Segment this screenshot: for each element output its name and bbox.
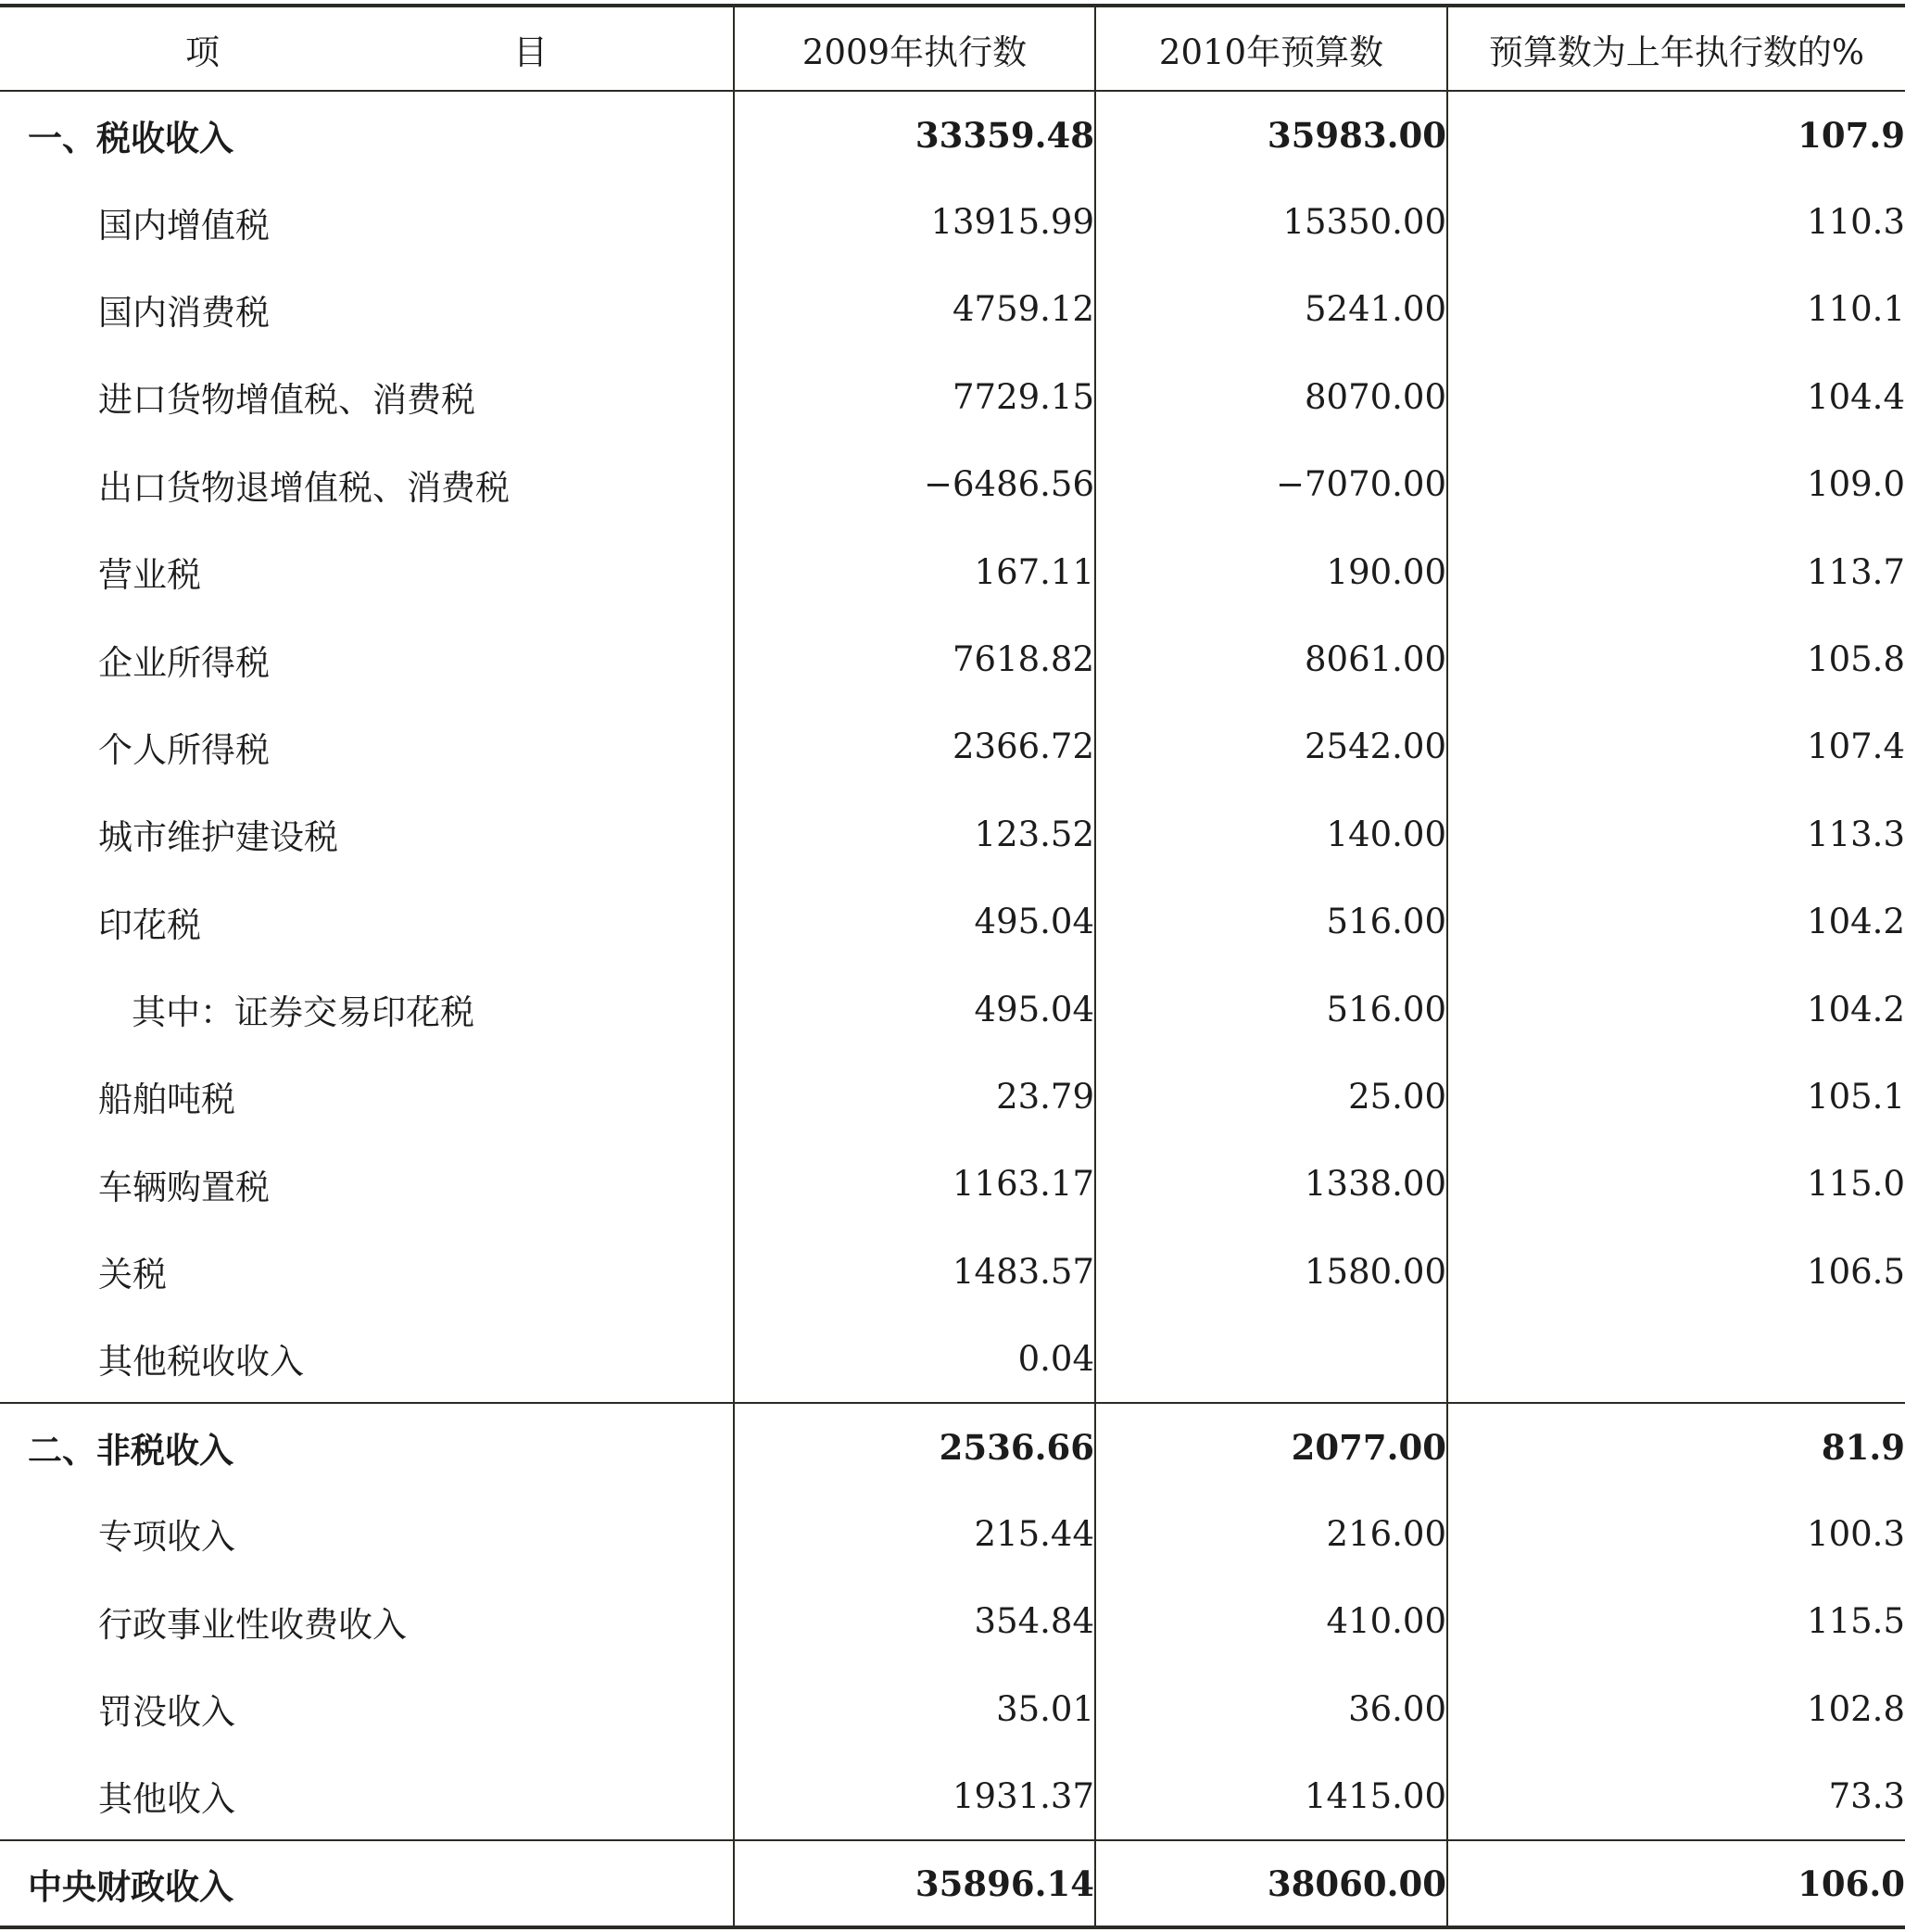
value-2010: 25.00 (1095, 1053, 1447, 1140)
row-label: 城市维护建设税 (98, 817, 338, 858)
table-row (0, 703, 1905, 790)
table-row (0, 266, 1905, 353)
header-item-right: 目 (513, 32, 548, 72)
value-2010: 516.00 (1095, 878, 1447, 966)
row-label: 进口货物增值税、消费税 (98, 380, 475, 421)
table-body (0, 91, 1905, 1927)
table-row (0, 615, 1905, 702)
value-pct: 107.9 (1447, 91, 1905, 178)
header-item (0, 6, 734, 91)
value-2010: 38060.00 (1095, 1840, 1447, 1927)
value-pct: 107.4 (1447, 703, 1905, 790)
value-pct: 106.5 (1447, 1228, 1905, 1315)
revenue-budget-table (0, 4, 1905, 1929)
value-2010: 516.00 (1095, 966, 1447, 1053)
row-tax-revenue (0, 91, 1905, 178)
header-2010-budget: 2010年预算数 (1095, 6, 1447, 91)
value-2009: 2366.72 (734, 703, 1095, 790)
table-row (0, 1490, 1905, 1577)
value-pct: 113.7 (1447, 528, 1905, 615)
table-row (0, 1141, 1905, 1228)
value-2010: 1415.00 (1095, 1752, 1447, 1839)
table-row (0, 790, 1905, 878)
value-2009: 354.84 (734, 1578, 1095, 1665)
header-2009-actual: 2009年执行数 (734, 6, 1095, 91)
value-2010: 410.00 (1095, 1578, 1447, 1665)
value-2010: 5241.00 (1095, 266, 1447, 353)
value-pct: 100.3 (1447, 1490, 1905, 1577)
value-2010 (1095, 1315, 1447, 1402)
row-label: 国内增值税 (98, 205, 270, 246)
table-row (0, 1665, 1905, 1752)
row-label: 国内消费税 (98, 292, 270, 333)
value-pct: 104.2 (1447, 966, 1905, 1053)
value-2009: 1483.57 (734, 1228, 1095, 1315)
value-2010: 8070.00 (1095, 353, 1447, 440)
header-row (0, 6, 1905, 91)
value-2010: 15350.00 (1095, 178, 1447, 265)
row-central-revenue-total (0, 1840, 1905, 1927)
value-pct: 109.0 (1447, 441, 1905, 528)
value-pct: 106.0 (1447, 1840, 1905, 1927)
row-label: 企业所得税 (98, 642, 270, 683)
row-label: 车辆购置税 (98, 1167, 270, 1207)
row-label: 个人所得税 (98, 729, 270, 770)
row-label: 其他税收收入 (0, 1315, 734, 1402)
row-label: 营业税 (98, 555, 201, 596)
row-label: 出口货物退增值税、消费税 (98, 467, 510, 508)
table-header (0, 6, 1905, 91)
value-2009: 13915.99 (734, 178, 1095, 265)
table-row (0, 528, 1905, 615)
row-label: 其中：证券交易印花税 (132, 992, 474, 1033)
row-label: 罚没收入 (98, 1692, 235, 1733)
value-2009: 23.79 (734, 1053, 1095, 1140)
value-pct: 81.9 (1447, 1403, 1905, 1490)
value-2009: 35.01 (734, 1665, 1095, 1752)
table-row (0, 1578, 1905, 1665)
value-2010: 8061.00 (1095, 615, 1447, 702)
row-label: 二、非税收入 (28, 1429, 233, 1471)
table-row (0, 1315, 1905, 1402)
value-2009: 7729.15 (734, 353, 1095, 440)
value-2009: 1163.17 (734, 1141, 1095, 1228)
value-pct: 73.3 (1447, 1752, 1905, 1839)
value-pct: 105.8 (1447, 615, 1905, 702)
value-2010: 2542.00 (1095, 703, 1447, 790)
table-row (0, 1752, 1905, 1839)
value-2009: 495.04 (734, 966, 1095, 1053)
header-pct-of-prior: 预算数为上年执行数的% (1447, 6, 1905, 91)
value-pct: 104.4 (1447, 353, 1905, 440)
row-label: 中央财政收入 (28, 1865, 233, 1907)
value-pct (1447, 1315, 1905, 1402)
value-2009: 495.04 (734, 878, 1095, 966)
value-pct: 105.1 (1447, 1053, 1905, 1140)
value-2009: 215.44 (734, 1490, 1095, 1577)
value-pct: 104.2 (1447, 878, 1905, 966)
row-label: 一、税收收入 (28, 117, 233, 158)
value-2010: 190.00 (1095, 528, 1447, 615)
value-2009: 7618.82 (734, 615, 1095, 702)
value-pct: 102.8 (1447, 1665, 1905, 1752)
value-2010: −7070.00 (1095, 441, 1447, 528)
value-2009: 35896.14 (734, 1840, 1095, 1927)
value-2009: 1931.37 (734, 1752, 1095, 1839)
row-label: 行政事业性收费收入 (98, 1604, 407, 1645)
value-2010: 35983.00 (1095, 91, 1447, 178)
value-2009: 167.11 (734, 528, 1095, 615)
row-label: 关税 (98, 1255, 167, 1295)
table-row-subitem (0, 966, 1905, 1053)
value-pct: 110.1 (1447, 266, 1905, 353)
value-2010: 140.00 (1095, 790, 1447, 878)
table-row (0, 1228, 1905, 1315)
value-2009: 0.04 (734, 1315, 1095, 1402)
value-2010: 1338.00 (1095, 1141, 1447, 1228)
value-pct: 110.3 (1447, 178, 1905, 265)
value-2009: −6486.56 (734, 441, 1095, 528)
value-pct: 115.0 (1447, 1141, 1905, 1228)
row-non-tax-revenue (0, 1403, 1905, 1490)
table-row (0, 353, 1905, 440)
row-label: 船舶吨税 (98, 1080, 235, 1120)
table-row (0, 441, 1905, 528)
value-2009: 4759.12 (734, 266, 1095, 353)
table-row (0, 1053, 1905, 1140)
row-label: 其他收入 (0, 1752, 734, 1839)
value-2010: 2077.00 (1095, 1403, 1447, 1490)
value-2010: 36.00 (1095, 1665, 1447, 1752)
table-row (0, 178, 1905, 265)
value-2009: 2536.66 (734, 1403, 1095, 1490)
row-label: 专项收入 (98, 1517, 235, 1558)
value-pct: 115.5 (1447, 1578, 1905, 1665)
table-row (0, 878, 1905, 966)
value-pct: 113.3 (1447, 790, 1905, 878)
value-2010: 216.00 (1095, 1490, 1447, 1577)
value-2009: 123.52 (734, 790, 1095, 878)
value-2009: 33359.48 (734, 91, 1095, 178)
header-item-left: 项 (185, 32, 220, 72)
row-label: 印花税 (98, 904, 201, 945)
value-2010: 1580.00 (1095, 1228, 1447, 1315)
